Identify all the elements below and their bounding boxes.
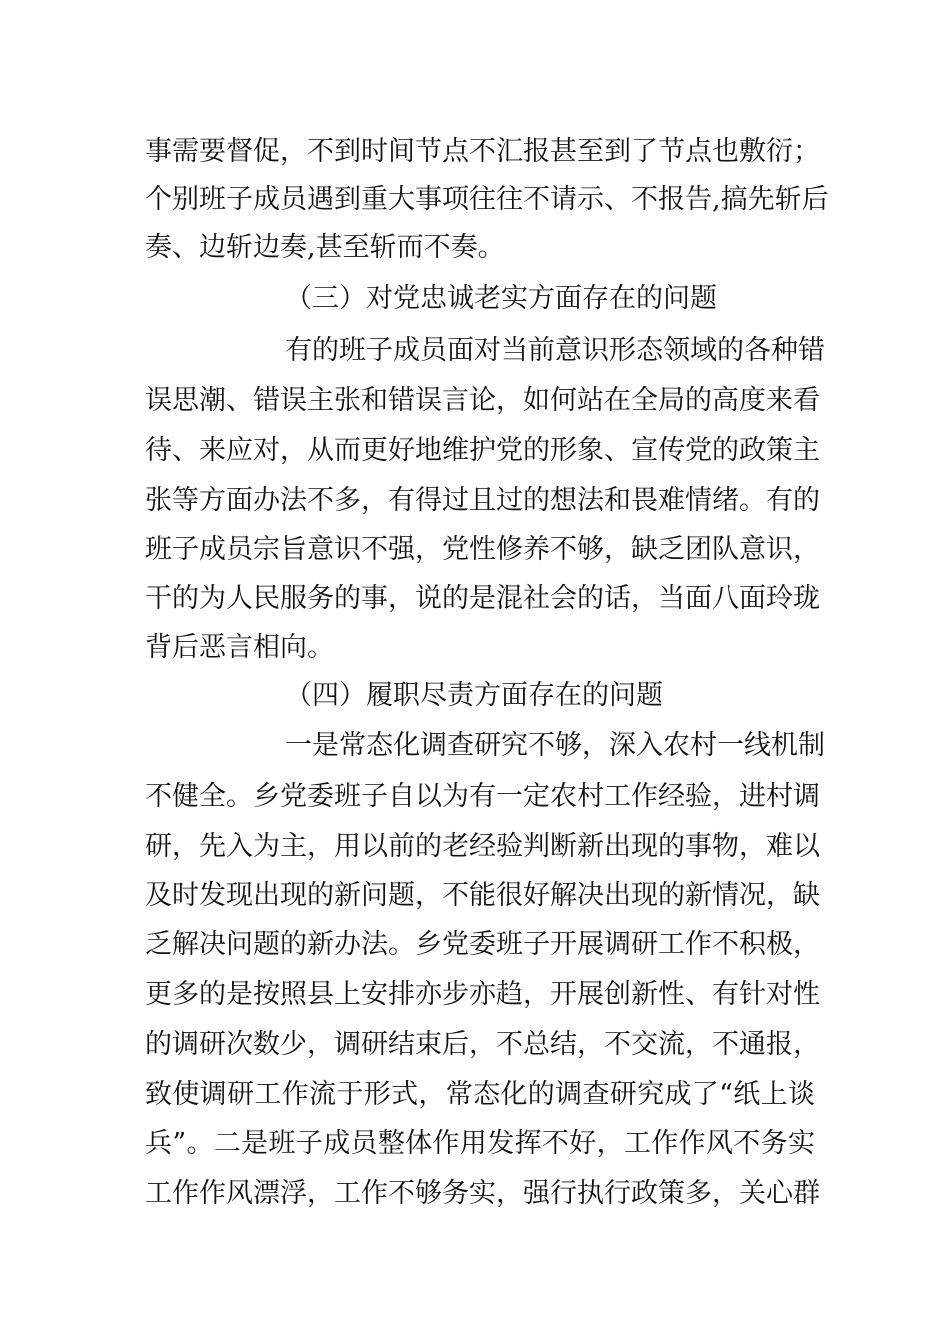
paragraph-line: 误思潮、错误主张和错误言论，如何站在全局的高度来看 [145, 385, 820, 416]
paragraph-line: 兵”。二是班子成员整体作用发挥不好，工作作风不务实 [145, 1128, 815, 1159]
paragraph-line: 工作作风漂浮，工作不够务实，强行执行政策多，关心群 [145, 1178, 820, 1209]
paragraph-line: 及时发现出现的新问题，不能很好解决出现的新情况，缺 [145, 880, 820, 911]
section-heading-3: （三）对党忠诚老实方面存在的问题 [285, 283, 717, 314]
paragraph-line: 致使调研工作流于形式，常态化的调查研究成了“纸上谈 [145, 1079, 815, 1110]
paragraph-line: 更多的是按照县上安排亦步亦趋，开展创新性、有针对性 [145, 979, 820, 1010]
paragraph-line: 乏解决问题的新办法。乡党委班子开展调研工作不积极， [145, 929, 820, 960]
paragraph-line: 一是常态化调查研究不够，深入农村一线机制 [285, 730, 825, 761]
paragraph-line: 奏、边斩边奏,甚至斩而不奏。 [145, 232, 505, 263]
paragraph-line: 待、来应对，从而更好地维护党的形象、宣传党的政策主 [145, 435, 820, 466]
section-heading-4: （四）履职尽责方面存在的问题 [285, 680, 663, 711]
paragraph-line: 背后恶言相向。 [145, 632, 334, 663]
paragraph-line: 干的为人民服务的事，说的是混社会的话，当面八面玲珑 [145, 583, 820, 614]
paragraph-line: 事需要督促，不到时间节点不汇报甚至到了节点也敷衍； [145, 136, 820, 167]
paragraph-line: 研，先入为主，用以前的老经验判断新出现的事物，难以 [145, 831, 820, 862]
paragraph-line: 不健全。乡党委班子自以为有一定农村工作经验，进村调 [145, 781, 820, 812]
paragraph-line: 的调研次数少，调研结束后，不总结，不交流，不通报， [145, 1029, 820, 1060]
paragraph-line: 班子成员宗旨意识不强，党性修养不够，缺乏团队意识， [145, 534, 820, 565]
paragraph-line: 有的班子成员面对当前意识形态领域的各种错 [285, 335, 825, 366]
paragraph-line: 个别班子成员遇到重大事项往往不请示、不报告,搞先斩后 [145, 184, 829, 215]
paragraph-line: 张等方面办法不多，有得过且过的想法和畏难情绪。有的 [145, 485, 820, 516]
